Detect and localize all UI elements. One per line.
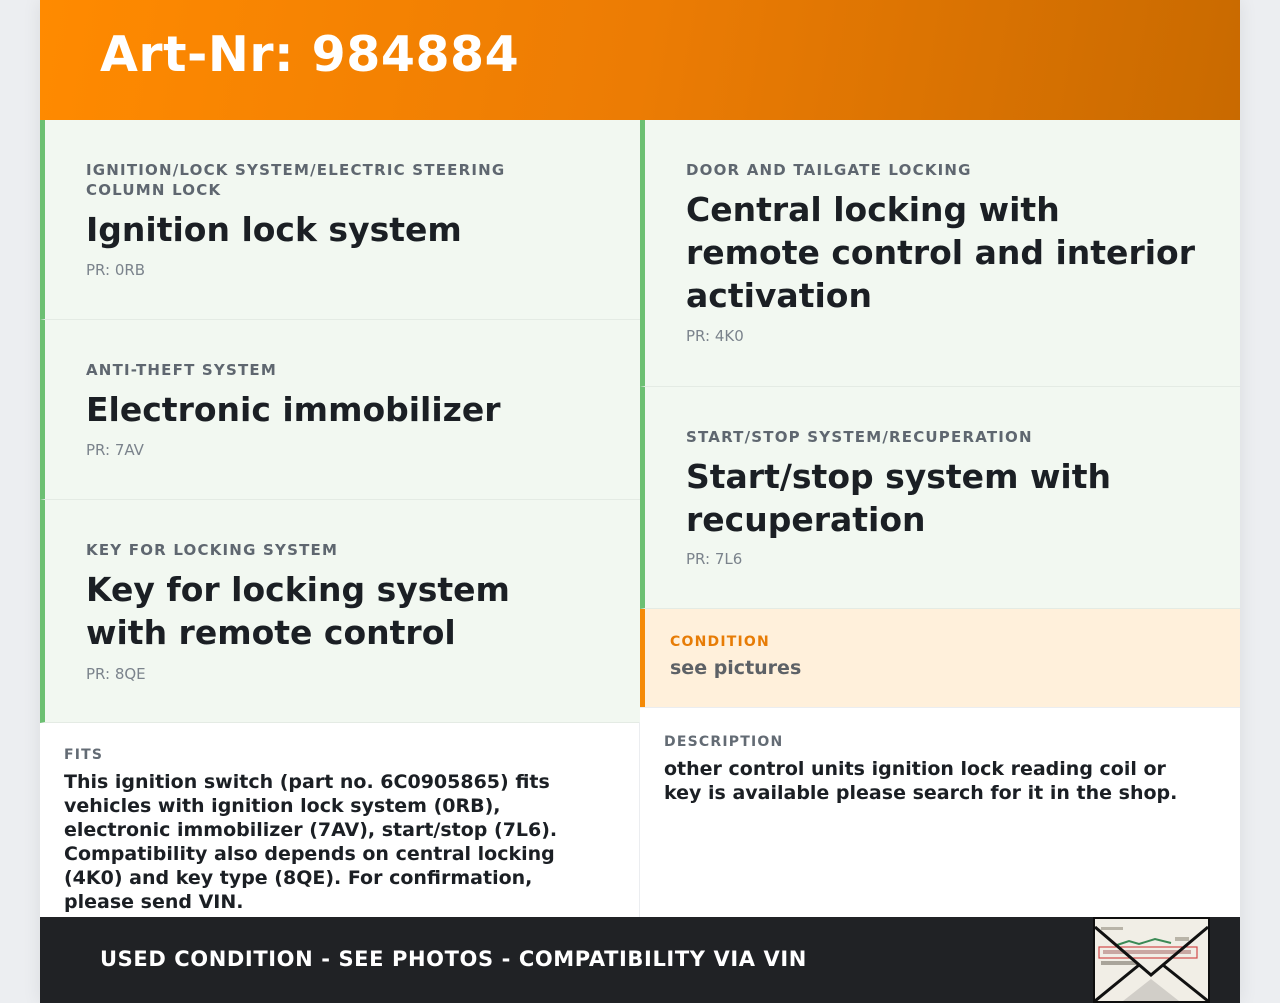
feature-pr-code: PR: 0RB [86, 261, 146, 279]
feature-category: DOOR AND TAILGATE LOCKING [686, 161, 972, 179]
product-sheet [40, 0, 1240, 1003]
feature-title: Start/stop system with recuperation [686, 457, 1112, 539]
feature-category: ANTI-THEFT SYSTEM [86, 361, 278, 379]
header-banner [40, 0, 1240, 120]
footer-slogan: USED CONDITION - SEE PHOTOS - COMPATIBILITY VIA VIN [100, 947, 807, 971]
column-divider [639, 722, 640, 917]
article-number-title: Art-Nr: 984884 [100, 26, 520, 83]
footer-bar [40, 917, 1240, 1003]
condition-value: see pictures [670, 657, 802, 679]
feature-category: KEY FOR LOCKING SYSTEM [86, 541, 339, 559]
label-photo-icon [1095, 919, 1208, 1001]
fits-section [40, 723, 640, 917]
feature-pr-code: PR: 4K0 [686, 327, 744, 345]
feature-pr-code: PR: 8QE [86, 665, 146, 683]
feature-title: Central locking with remote control and interior activation [686, 190, 1195, 315]
condition-box [640, 609, 1240, 707]
feature-card-central-locking [640, 120, 1240, 387]
feature-title: Ignition lock system [86, 210, 462, 249]
feature-pr-code: PR: 7L6 [686, 550, 743, 568]
description-label: DESCRIPTION [664, 734, 784, 750]
condition-label: CONDITION [670, 634, 770, 650]
feature-card-start-stop [640, 387, 1240, 609]
fits-label: FITS [64, 747, 104, 763]
product-photo-thumbnail[interactable] [1093, 917, 1210, 1003]
feature-card-key [40, 500, 640, 723]
feature-category: IGNITION/LOCK SYSTEM/ELECTRIC STEERING COLUMN LOCK [86, 161, 506, 199]
feature-card-immobilizer [40, 320, 640, 500]
description-text: other control units ignition lock reading coil or key is available please search for it in the shop. [664, 758, 1178, 804]
description-section [640, 707, 1240, 917]
fits-text: This ignition switch (part no. 6C0905865) fits vehicles with ignition lock system (0RB), electronic immobilizer (7AV), start/stop (7L6). Compatibility also depends on central locking (4K0) and key type (8QE). For confirmation, please send VIN. [64, 771, 558, 913]
feature-card-ignition-lock [40, 120, 640, 320]
feature-title: Key for locking system with remote control [86, 570, 510, 652]
feature-pr-code: PR: 7AV [86, 441, 144, 459]
feature-category: START/STOP SYSTEM/RECUPERATION [686, 428, 1033, 446]
feature-title: Electronic immobilizer [86, 390, 501, 429]
